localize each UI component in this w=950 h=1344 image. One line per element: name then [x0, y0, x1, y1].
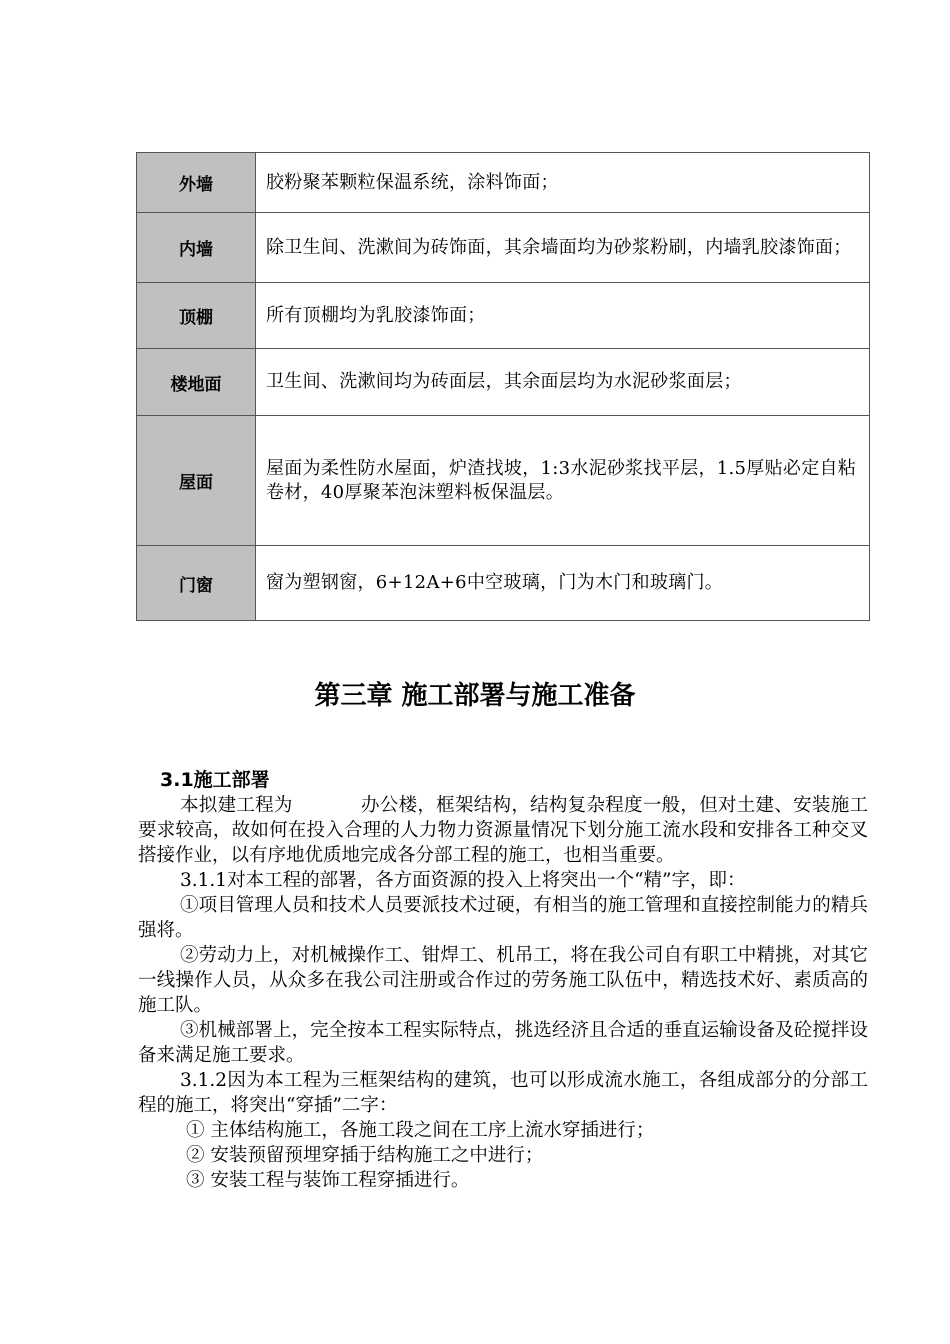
row-content: 除卫生间、洗漱间为砖饰面，其余墙面均为砂浆粉刷，内墙乳胶漆饰面；	[256, 213, 870, 283]
paragraph: 3.1.1对本工程的部署，各方面资源的投入上将突出一个“精”字，即：	[180, 870, 746, 891]
list-item: ① 主体结构施工，各施工段之间在工序上流水穿插进行；	[186, 1120, 655, 1141]
table-row	[137, 283, 870, 349]
table-row	[137, 546, 870, 621]
section-body	[138, 768, 868, 1193]
row-label: 楼地面	[137, 349, 256, 416]
chapter-title: 第三章 施工部署与施工准备	[314, 681, 636, 711]
paragraph-text: 本拟建工程为	[180, 795, 293, 816]
finishes-table	[136, 152, 870, 621]
row-label: 内墙	[137, 213, 256, 283]
row-content: 所有顶棚均为乳胶漆饰面；	[256, 283, 870, 349]
paragraph: ③机械部署上，完全按本工程实际特点，挑选经济且合适的垂直运输设备及砼搅拌设备来满足施工要求。	[138, 1020, 868, 1066]
list-item: ③ 安装工程与装饰工程穿插进行。	[186, 1170, 470, 1191]
table-row	[137, 153, 870, 213]
row-content: 屋面为柔性防水屋面，炉渣找坡，1:3水泥砂浆找平层，1.5厚贴必定自粘卷材，40厚聚苯泡沫塑料板保温层。	[256, 416, 870, 546]
row-label: 门窗	[137, 546, 256, 621]
row-label: 顶棚	[137, 283, 256, 349]
row-content: 卫生间、洗漱间均为砖面层，其余面层均为水泥砂浆面层；	[256, 349, 870, 416]
table-row	[137, 213, 870, 283]
row-label: 屋面	[137, 416, 256, 546]
list-item: ② 安装预留预埋穿插于结构施工之中进行；	[186, 1145, 544, 1166]
paragraph: ②劳动力上，对机械操作工、钳焊工、机吊工，将在我公司自有职工中精挑，对其它一线操作人员，从众多在我公司注册或合作过的劳务施工队伍中，精选技术好、素质高的施工队。	[138, 945, 868, 1016]
row-label: 外墙	[137, 153, 256, 213]
table-row	[137, 416, 870, 546]
table-row	[137, 349, 870, 416]
paragraph	[138, 793, 868, 868]
row-content: 窗为塑钢窗，6+12A+6中空玻璃，门为木门和玻璃门。	[256, 546, 870, 621]
paragraph-text: 办公楼，框架结构，结构复杂程度一般，但对土建、安装施工要求较高，故如何在投入合理的人力物力资源量情况下划分施工流水段和安排各工种交叉搭接作业，以有序地优质地完成各分部工程的施工，也相当重要。	[138, 795, 868, 866]
paragraph: 3.1.2因为本工程为三框架结构的建筑，也可以形成流水施工，各组成部分的分部工程的施工，将突出“穿插”二字：	[138, 1070, 868, 1116]
paragraph: ①项目管理人员和技术人员要派技术过硬，有相当的施工管理和直接控制能力的精兵强将。	[138, 895, 868, 941]
section-title: 3.1施工部署	[160, 769, 270, 791]
row-content: 胶粉聚苯颗粒保温系统，涂料饰面；	[256, 153, 870, 213]
